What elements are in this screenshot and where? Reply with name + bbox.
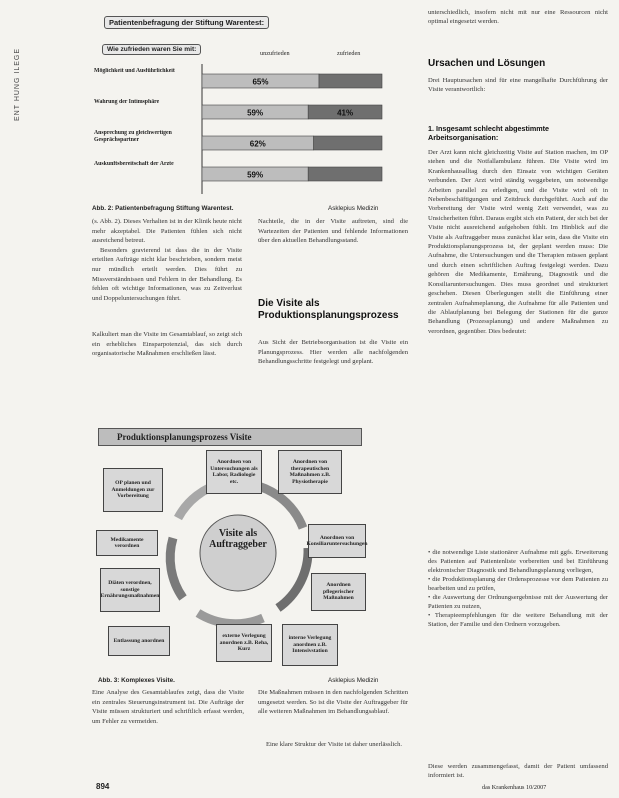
subheading-arbeitsorganisation: 1. Insgesamt schlecht abgestimmte Arbeitsorganisation: [428,124,550,142]
chart-caption: Abb. 2: Patientenbefragung Stiftung Warentest. [92,205,234,212]
chart-caption-source: Asklepius Medizin [328,205,379,212]
right-intro: Drei Hauptursachen sind für eine mangelhafte Durchführung der Visite verantwortlich: [428,77,608,93]
category-label [94,68,198,96]
process-node-therapie: Anordnen von therapeutischen Maßnahmen z.B. Physiotherapie [278,450,342,494]
bar-value-label: 62% [249,139,266,149]
legend-unzufrieden: unzufrieden [260,50,290,57]
process-node-entlassung: Entlassung anordnen [108,626,170,656]
section-heading-visite: Die Visite als Produktionsplanungsprozess [258,298,399,321]
process-node-interne-verlegung: interne Verlegung anordnen z.B. Intensivstation [282,624,338,666]
process-node-medikamente: Medikamente verordnen [96,530,158,556]
process-node-pflege: Anordnen pflegerischer Maßnahmen [311,573,366,611]
bottom-left-text: Eine Analyse des Gesamtablaufes zeigt, dass die Visite ein zentrales Steuerungsinstrument ist. Die Aufträge der Visite müssen strukturiert und schriftlich erfasst werden, um Fehler zu vermeiden. [92,689,244,725]
sidebar-label: ENT HUNG ILEGE [14,48,21,121]
journal-footer: das Krankenhaus 10/2007 [482,784,547,791]
bullet-item: • die Auswertung der Ordnungsergebnisse mit der Auswertung der Patienten zu nutzen, [428,594,608,610]
bar-value-label: 59% [247,170,264,180]
process-diagram [98,428,368,670]
category-label [94,99,198,127]
process-node-externe-verlegung: externe Verlegung anordnen z.B. Reha, Kurz [216,624,272,662]
category-label [94,130,198,158]
bar-zufrieden [319,74,382,88]
bar-zufrieden [308,167,382,181]
category-label-text: Möglichkeit und Ausführlichkeit [94,68,175,74]
bullet-item: • Therapieempfehlungen für die weitere Behandlung mit der Station, der Familie und den Ordnern vorzugeben. [428,612,608,628]
bottom-mid-text: Die Maßnahmen müssen in den nachfolgenden Schritten umgesetzt werden. So ist die Visite der Auftraggeber für alle weiteren Maßnahmen im Behandlungsablauf. [258,689,408,716]
category-label [94,161,198,189]
bar-zufrieden [314,136,382,150]
legend-zufrieden: zufrieden [337,50,361,57]
survey-chart [92,14,394,199]
bar-value-label-right: 41% [337,108,354,118]
mid-text-body: Aus Sicht der Betriebsorganisation ist die Visite ein Planungsprozess. Hier werden alle nachfolgenden Behandlungsschritte festgelegt und geplant. [258,339,408,366]
bar-value-label: 65% [252,77,269,87]
right-top-text: unterschiedlich, insofern nicht mit nur eine Ressourcen nicht optimal eingesetzt werden. [428,9,608,25]
left-text-p1: (s. Abb. 2). Dieses Verhalten ist in der Klinik heute nicht mehr akzeptabel. Die Patienten fühlen sich nicht ausreichend betreut. Besonders gravierend ist dass die in der Visite erteilten Aufträge nicht klar beschrieben, sondern meist nur mündlich erteilt werden. Dies führt zu Missverständnissen und Fehlern in der Behandlung. Es fehlen oft wichtige Informationen, was zu Zeitverlust und Doppeluntersuchungen führt. [92,218,242,302]
process-node-untersuchungen: Anordnen von Untersuchungen als Labor, Radiologie etc. [206,450,262,494]
process-caption: Abb. 3: Komplexes Visite. [98,677,175,684]
right-bullets [428,548,608,629]
bottom-mid-text-2: Eine klare Struktur der Visite ist daher unerlässlich. [266,741,403,748]
bar-value-label: 59% [247,108,264,118]
process-center-label: Visite als Auftraggeber [209,528,267,550]
process-node-diaeten: Diäten verordnen, sonstige Ernährungsmaßnahmen [100,568,160,612]
category-label-text: Wahrung der Intimsphäre [94,99,160,105]
mid-text-top: Nachteile, die in der Visite auftreten, sind die Wartezeiten der Patienten und fehlende Informationen über den aktuellen Behandlungsstand. [258,218,408,245]
chart-question: Wie zufrieden waren Sie mit: [102,44,201,55]
right-body: Der Arzt kann nicht gleichzeitig Visite auf Station machen, im OP stehen und die Notfallambulanz führen. Die Visite wird im Krankenhausalltag durch den Einsatz von wichtigen Geräten verbunden. Der Arzt wird ständig weggebeten, um notwendige Arbeiten parallel zu erledigen, und die Visite wird oft in Nebenbeschäftigungen und Zeitdruck durchgeführt. Auch auf die Vorbereitung der Visite wird wenig Zeit verwendet, was zu Unsicherheiten führt. Daraus ergibt sich ein Patient, der sich bei der Visite nicht ausreichend aufgehoben fühlt. Im Hinblick auf die Visite als Auftraggeber muss zunächst klar sein, dass die Visite ein Produktionsplanungsprozess ist, der geplant werden muss: Die Aufnahme, die Untersuchungen und die Therapien müssen geplant und durch einen schriftlichen Auftrag festgelegt werden. Dazu gehören die Medikamente, Ernährung, Diagnostik und die Konsiliaruntersuchungen. Dies muss geordnet und strukturiert geschehen. Diesen Überlegungen stellt die Einführung einer zentralen Aufnahmeplanung, die Aufnahme für alle Patienten und die Ablaufplanung bei Belegung der Stationen für die ganze Behandlung (Prozessplanung) und andere Maßnahmen zu verordnen, gegenüber. Dies bedeutet: [428,149,608,335]
page-number: 894 [96,782,110,791]
bullet-item: • die notwendige Liste stationärer Aufnahme mit ggfs. Erweiterung des Patienten auf Patientenliste vorbereiten und bei Einführung elektronischer Diagnostik und Behandlungsplanung vorliegen, [428,549,608,574]
category-label-text: Auskunftsbereitschaft der Ärzte [94,161,174,167]
right-tail: Diese werden zusammengefasst, damit der Patient umfassend informiert ist. [428,763,608,779]
process-node-op: OP planen und Anmeldungen zur Vorbereitung [103,468,163,512]
chart-plot [92,14,394,199]
bullet-item: • die Produktionsplanung der Ordensprozesse vor dem Patienten zu bearbeiten und zu prüfen, [428,576,608,592]
process-title: Produktionsplanungsprozess Visite [98,428,362,446]
process-caption-source: Asklepius Medizin [328,677,379,684]
left-text-mid: Kalkuliert man die Visite im Gesamtablauf, so zeigt sich ein erhebliches Einsparpotenzial, das sich durch organisatorische Maßnahmen erschließen lässt. [92,331,242,358]
section-heading-ursachen: Ursachen und Lösungen [428,58,546,69]
process-node-konsil: Anordnen von Konsiliaruntersuchungen [308,524,366,558]
category-label-text: Ansprechung zu gleichwertigen Gesprächspartner [94,130,172,143]
chart-title: Patientenbefragung der Stiftung Warentest: [104,16,269,29]
